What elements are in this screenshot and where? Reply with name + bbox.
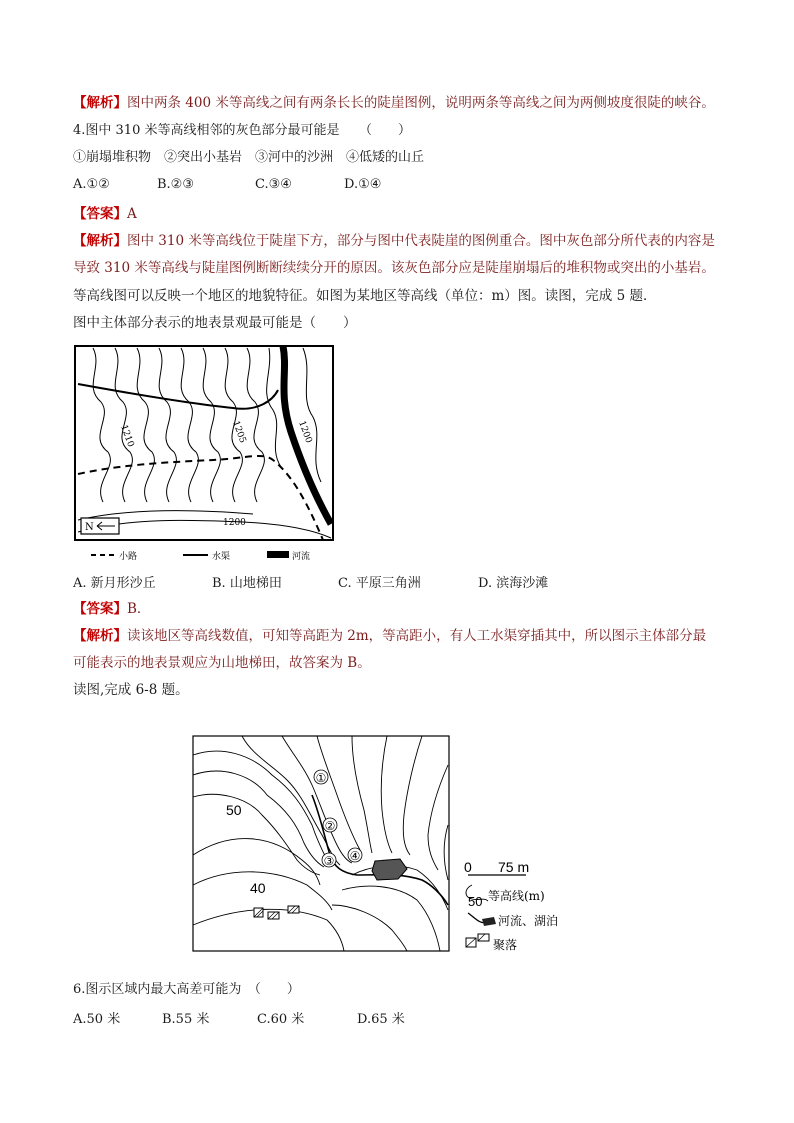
- contour-label-50: 50: [226, 802, 242, 818]
- answer-4: [73, 205, 137, 223]
- legend-river-icon: [267, 551, 289, 558]
- map-frame: [193, 736, 449, 951]
- contour-label: 1200: [296, 419, 314, 445]
- legend-contour-number: 50: [468, 894, 483, 909]
- answer-value: A: [127, 206, 137, 222]
- legend-village-label: 聚落: [493, 938, 518, 952]
- legend-path-label: 小路: [119, 552, 138, 562]
- q6-option-c: C.60 米: [257, 1012, 305, 1027]
- q5-option-a: A. 新月形沙丘: [73, 576, 156, 591]
- q4-option-c: C.③④: [255, 177, 292, 192]
- analysis-paragraph-1: [73, 94, 715, 112]
- marker-1: ①: [315, 771, 327, 785]
- q5-option-c: C. 平原三角洲: [338, 576, 421, 591]
- q6-option-a: A.50 米: [73, 1012, 121, 1027]
- legend-contour-label: 等高线(m): [488, 889, 545, 903]
- contour-map-figure-2: [192, 735, 562, 957]
- legend-river-label: 河流: [292, 552, 311, 562]
- legend-river-label: 河流、湖泊: [498, 914, 559, 928]
- question-5-stem: 图中主体部分表示的地表景观最可能是（ ）: [73, 315, 357, 331]
- intro-5: 等高线图可以反映一个地区的地貌特征。如图为某地区等高线（单位：m）图。读图，完成 5 题．: [73, 288, 657, 304]
- north-label: N: [85, 522, 94, 533]
- analysis-text: 图中两条 400 米等高线之间有两条长长的陡崖图例，说明两条等高线之间为两侧坡度很陡的峡谷。: [127, 95, 715, 111]
- contour-label: 1200: [223, 518, 246, 528]
- contour-label: 1205: [230, 419, 248, 445]
- legend-canal-label: 水渠: [212, 552, 231, 562]
- answer-tag: 【答案】: [73, 206, 127, 222]
- analysis-4-line2: 导致 310 米等高线与陡崖图例断断续续分开的原因。该灰色部分应是陡崖崩塌后的堆积物或突出的小基岩。: [73, 260, 715, 276]
- question-4-items: ①崩塌堆积物 ②突出小基岩 ③河中的沙洲 ④低矮的山丘: [73, 150, 425, 165]
- q4-option-d: D.①④: [344, 177, 382, 192]
- analysis-text: 图中 310 米等高线位于陡崖下方，部分与图中代表陡崖的图例重合。图中灰色部分所代表的内容是: [127, 233, 715, 249]
- marker-3: ③: [323, 854, 335, 868]
- analysis-tag: 【解析】: [73, 628, 127, 644]
- analysis-5-line2: 可能表示的地表景观应为山地梯田，故答案为 B。: [73, 655, 371, 671]
- q5-option-b: B. 山地梯田: [212, 576, 282, 591]
- answer-tag: 【答案】: [73, 601, 127, 617]
- analysis-text: 读该地区等高线数值，可知等高距为 2m，等高距小，有人工水渠穿插其中，所以图示主体部分最: [127, 628, 707, 644]
- analysis-tag: 【解析】: [73, 95, 127, 111]
- question-4-stem: 4.图中 310 米等高线相邻的灰色部分最可能是 （ ）: [73, 123, 411, 138]
- contour-label: 1210: [118, 423, 136, 449]
- marker-4: ④: [349, 849, 361, 863]
- legend-lake-icon: [482, 917, 496, 926]
- scale-label: 75 m: [498, 859, 530, 875]
- analysis-5-line1: [73, 627, 706, 645]
- answer-5: [73, 600, 150, 618]
- intro-6: 读图,完成 6-8 题。: [73, 682, 189, 698]
- scale-zero: 0: [464, 859, 472, 875]
- legend-village-icon: [466, 934, 489, 947]
- contour-label-40: 40: [250, 880, 266, 896]
- analysis-4-line1: [73, 232, 715, 250]
- marker-2: ②: [324, 819, 336, 833]
- q6-option-d: D.65 米: [357, 1012, 405, 1027]
- question-6-stem: 6.图示区域内最大高差可能为 （ ）: [73, 982, 300, 997]
- contour-map-figure-1: [73, 342, 338, 564]
- q4-option-a: A.①②: [73, 177, 110, 192]
- q5-option-d: D. 滨海沙滩: [478, 576, 549, 591]
- q6-option-b: B.55 米: [162, 1012, 210, 1027]
- analysis-tag: 【解析】: [73, 233, 127, 249]
- answer-value: B．: [127, 601, 151, 617]
- q4-option-b: B.②③: [157, 177, 194, 192]
